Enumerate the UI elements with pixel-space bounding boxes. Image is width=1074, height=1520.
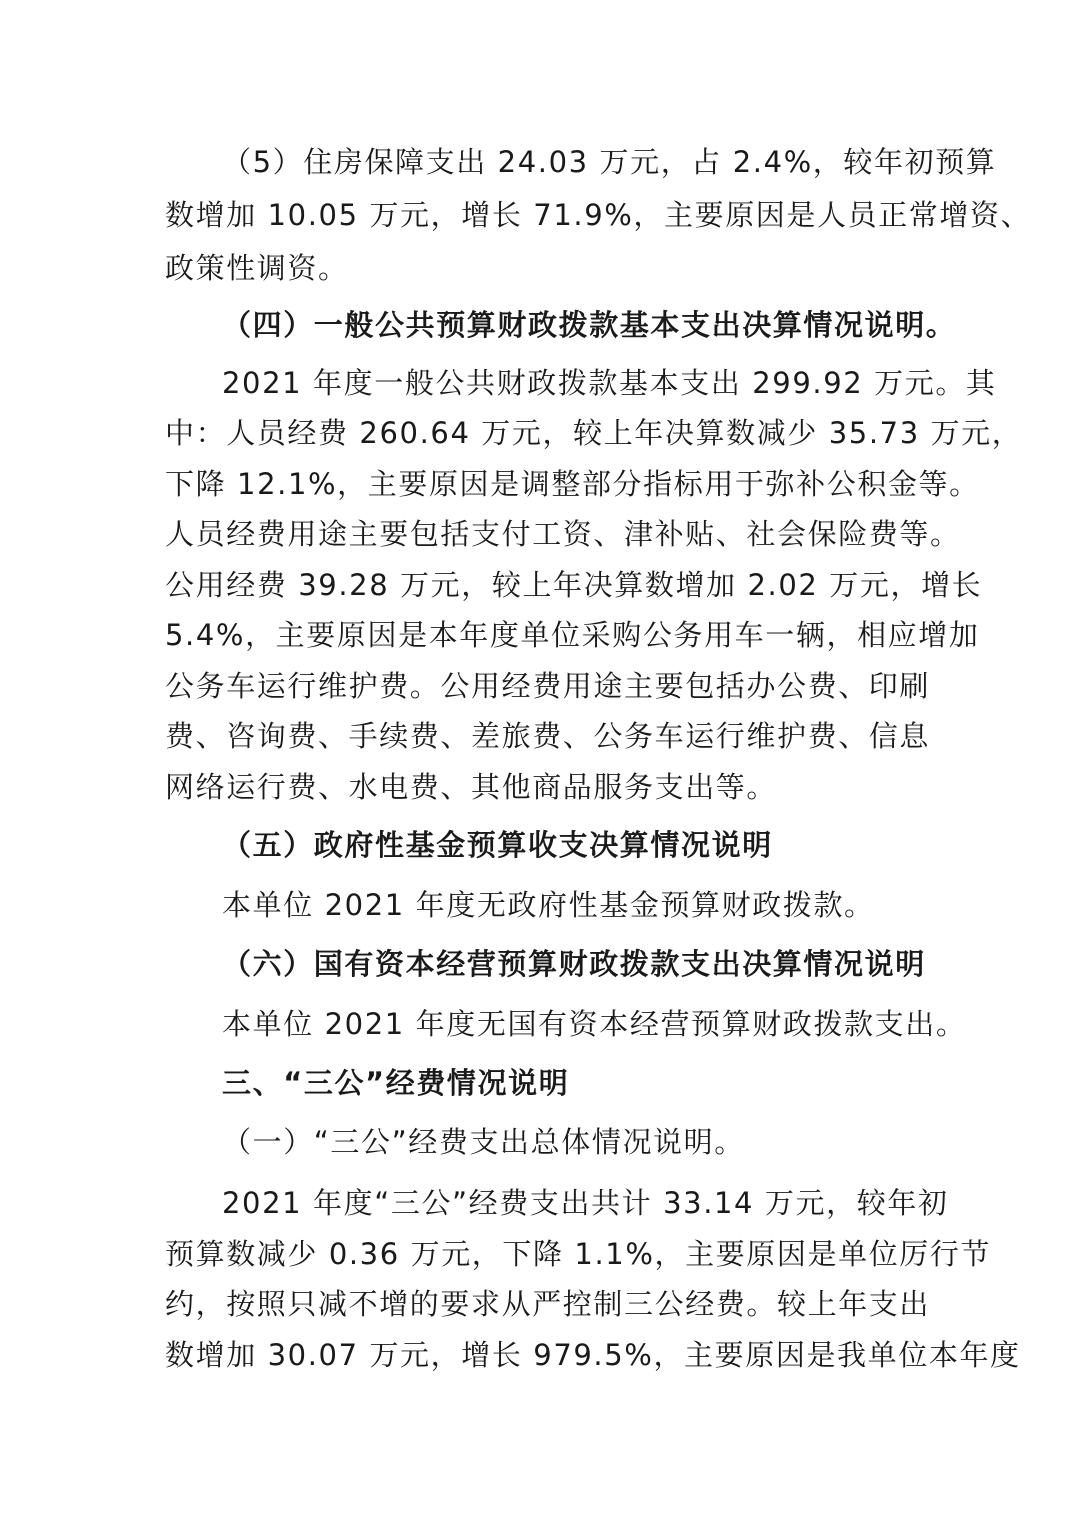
text-line: 约，按照只减不增的要求从严控制三公经费。较上年支出: [165, 1287, 931, 1321]
text-line: 数增加 10.05 万元，增长 71.9%，主要原因是人员正常增资、: [165, 198, 1032, 232]
text-line: 本单位 2021 年度无国有资本经营预算财政拨款支出。: [222, 1007, 967, 1041]
text-line: 本单位 2021 年度无政府性基金预算财政拨款。: [222, 888, 875, 922]
text-line: 公务车运行维护费。公用经费用途主要包括办公费、印刷: [165, 669, 931, 703]
text-line: 中：人员经费 260.64 万元，较上年决算数减少 35.73 万元，: [165, 416, 1023, 450]
text-line: 费、咨询费、手续费、差旅费、公务车运行维护费、信息: [165, 719, 931, 753]
section-heading: （四）一般公共预算财政拨款基本支出决算情况说明。: [222, 308, 957, 342]
text-line: 网络运行费、水电费、其他商品服务支出等。: [165, 770, 778, 804]
text-line: 人员经费用途主要包括支付工资、津补贴、社会保险费等。: [165, 517, 961, 551]
chapter-heading: 三、“三公”经费情况说明: [222, 1066, 570, 1100]
text-line: 2021 年度“三公”经费支出共计 33.14 万元，较年初: [222, 1186, 949, 1220]
section-heading: （五）政府性基金预算收支决算情况说明: [222, 828, 773, 862]
text-line: 政策性调资。: [165, 251, 349, 285]
text-line: 2021 年度一般公共财政拨款基本支出 299.92 万元。其: [222, 366, 997, 400]
section-heading: （六）国有资本经营预算财政拨款支出决算情况说明: [222, 947, 926, 981]
text-line: 下降 12.1%，主要原因是调整部分指标用于弥补公积金等。: [165, 467, 980, 501]
text-line: 公用经费 39.28 万元，较上年决算数增加 2.02 万元，增长: [165, 568, 983, 602]
text-line: 预算数减少 0.36 万元，下降 1.1%，主要原因是单位厉行节: [165, 1237, 992, 1271]
text-line: （5）住房保障支出 24.03 万元，占 2.4%，较年初预算: [222, 145, 997, 179]
text-line: 数增加 30.07 万元，增长 979.5%，主要原因是我单位本年度: [165, 1338, 1021, 1372]
subsection-heading: （一）“三公”经费支出总体情况说明。: [222, 1125, 745, 1159]
text-line: 5.4%，主要原因是本年度单位采购公务用车一辆，相应增加: [165, 618, 980, 652]
